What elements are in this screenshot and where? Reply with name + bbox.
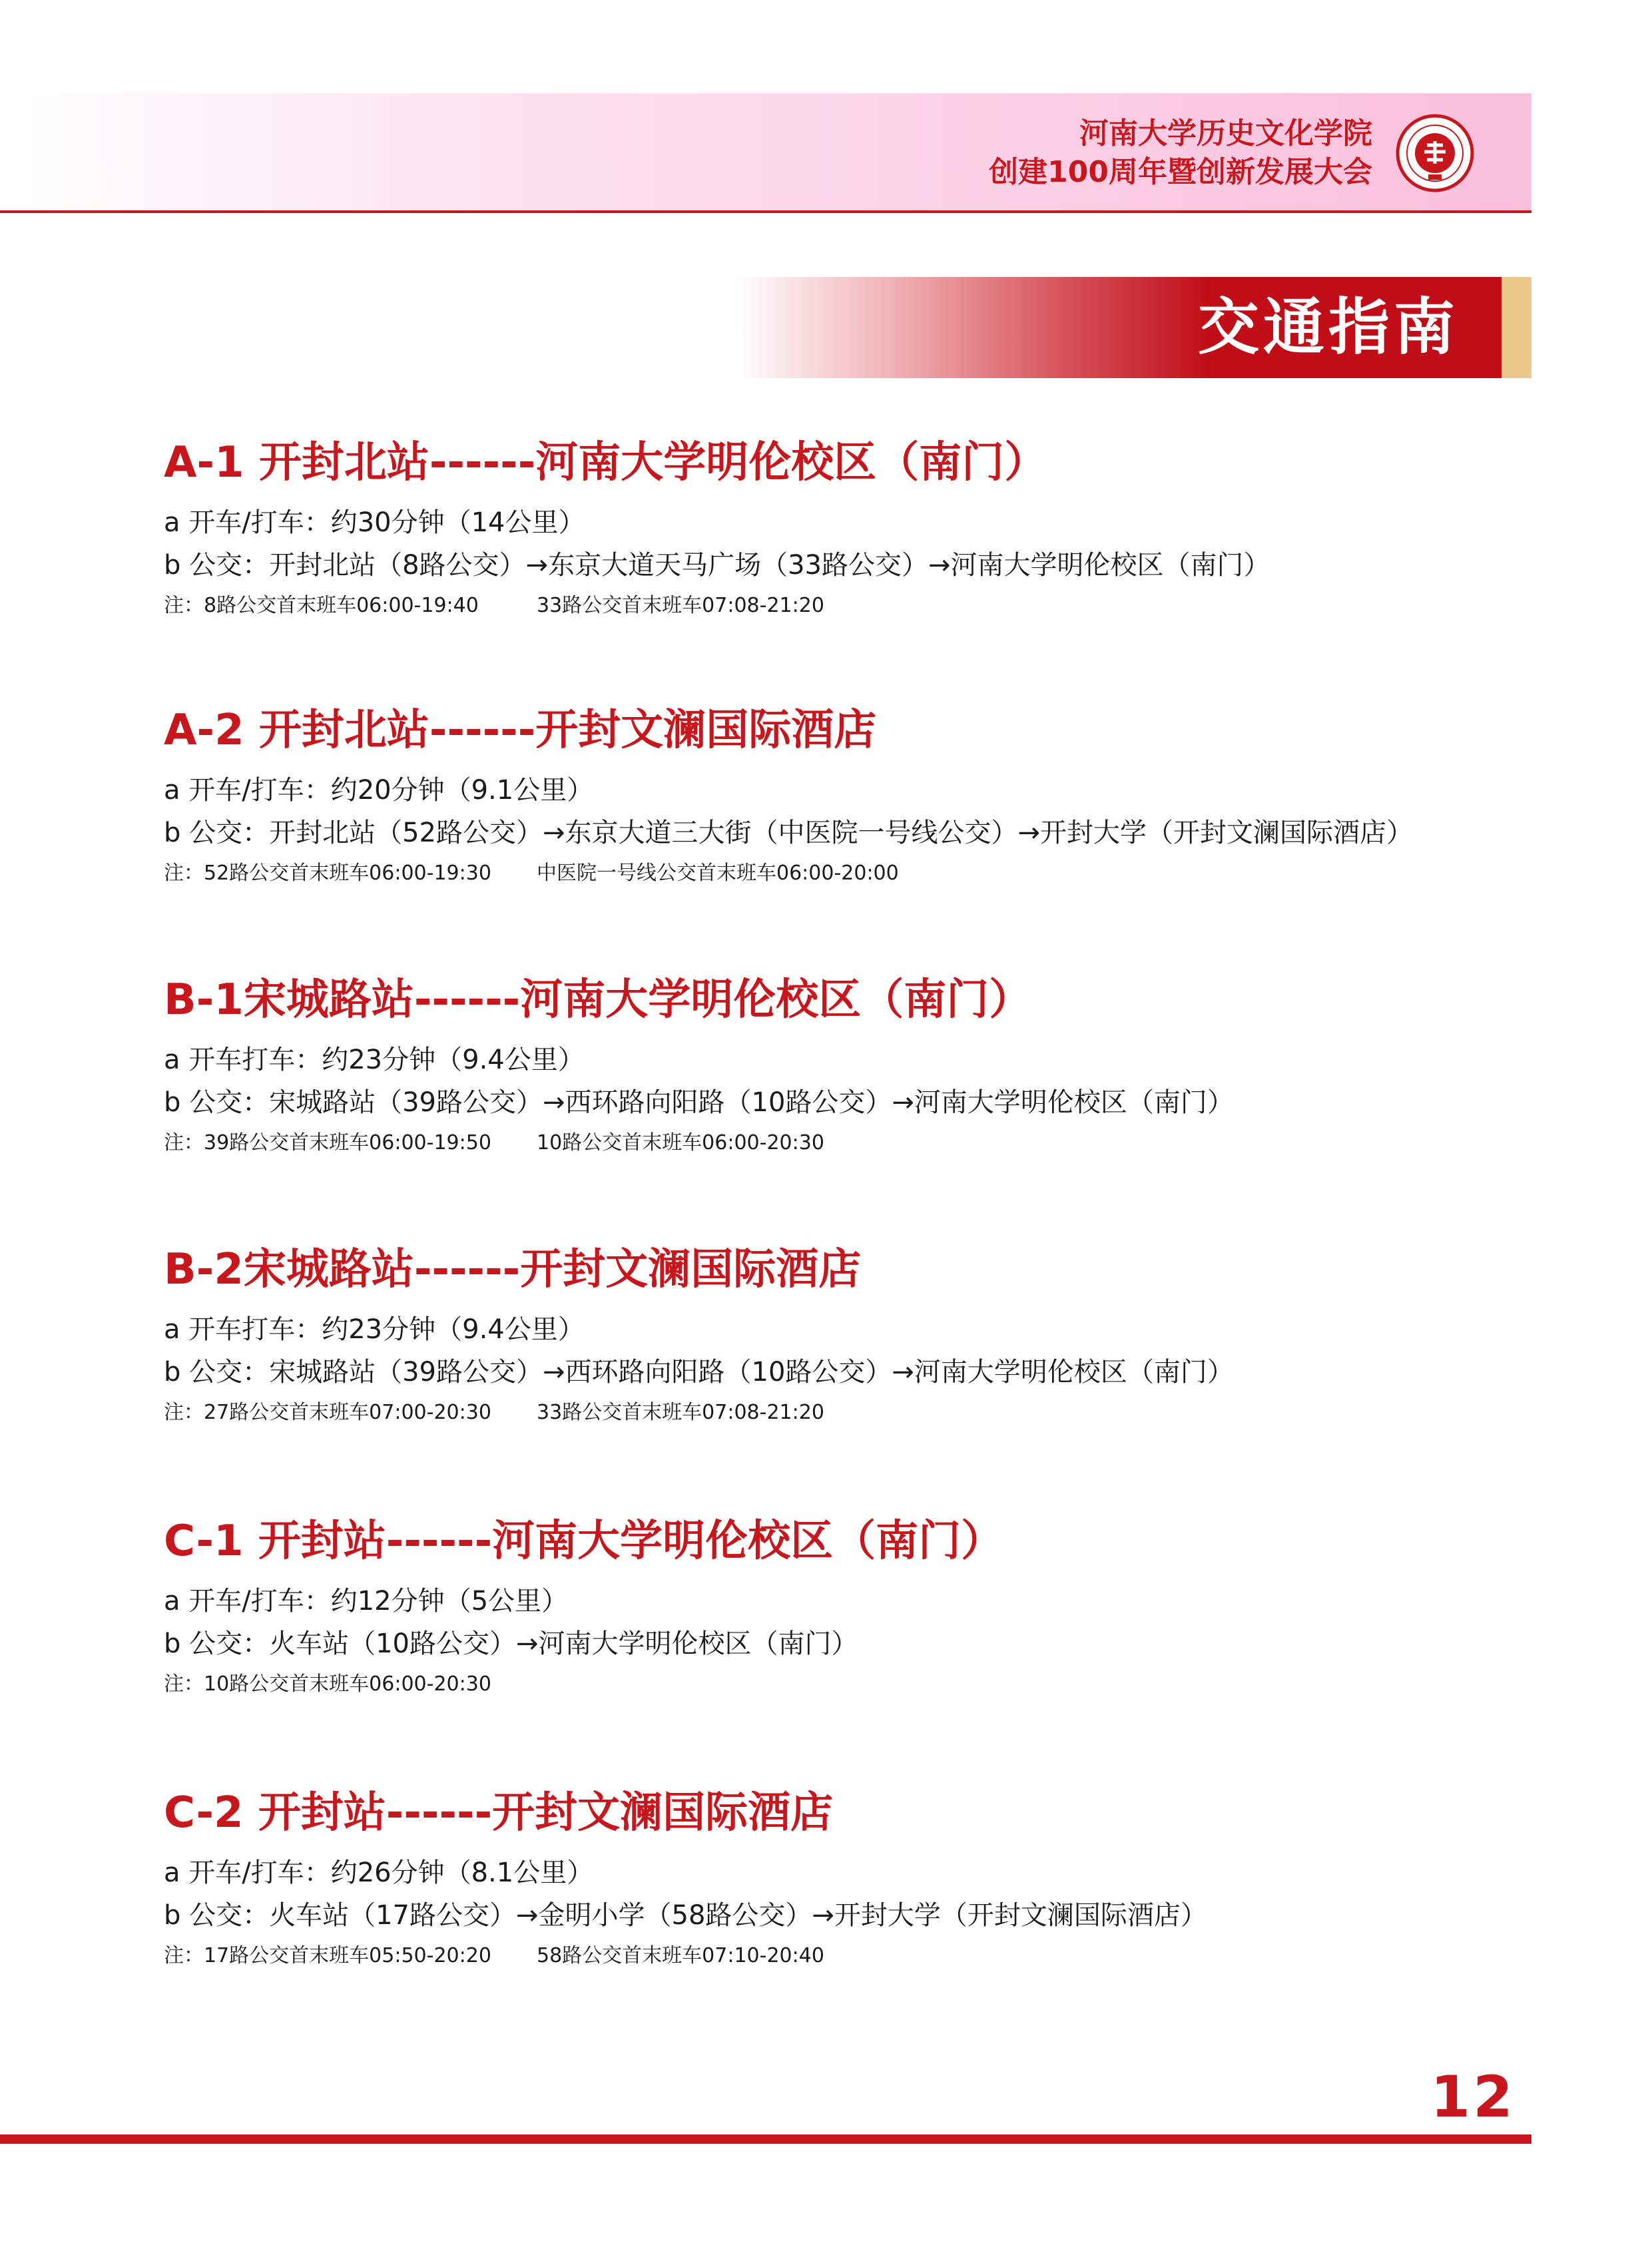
- bus-info: b 公交：火车站（17路公交）→金明小学（58路公交）→开封大学（开封文澜国际酒店）: [164, 1900, 1207, 1931]
- bus-note-2: 中医院一号线公交首末班车06:00-20:00: [537, 862, 899, 885]
- bus-info: b 公交：开封北站（8路公交）→东京大道天马广场（33路公交）→河南大学明伦校区（南门）: [164, 550, 1270, 581]
- driving-info: a 开车/打车：约20分钟（9.1公里）: [164, 775, 594, 806]
- bus-info: b 公交：开封北站（52路公交）→东京大道三大街（中医院一号线公交）→开封大学（开封文澜国际酒店）: [164, 818, 1414, 848]
- bus-note-1: 注：17路公交首末班车05:50-20:20: [164, 1944, 491, 1967]
- route-section: [164, 973, 1562, 1162]
- bus-note-2: 33路公交首末班车07:08-21:20: [537, 1401, 824, 1424]
- bus-info: b 公交：宋城路站（39路公交）→西环路向阳路（10路公交）→河南大学明伦校区（南门）: [164, 1357, 1234, 1387]
- bus-info: b 公交：火车站（10路公交）→河南大学明伦校区（南门）: [164, 1628, 858, 1659]
- bus-note-1: 注：39路公交首末班车06:00-19:50: [164, 1131, 491, 1154]
- driving-info: a 开车打车：约23分钟（9.4公里）: [164, 1314, 585, 1345]
- route-heading: A-2 开封北站------开封文澜国际酒店: [164, 706, 877, 755]
- header-line-2: 创建100周年暨创新发展大会: [989, 155, 1372, 189]
- route-section: [164, 704, 1562, 893]
- bus-note: [164, 1124, 1562, 1162]
- driving-info: a 开车/打车：约26分钟（8.1公里）: [164, 1858, 594, 1888]
- route-heading: B-2宋城路站------开封文澜国际酒店: [164, 1245, 862, 1294]
- driving-info: a 开车/打车：约12分钟（5公里）: [164, 1586, 569, 1617]
- route-heading: A-1 开封北站------河南大学明伦校区（南门）: [164, 438, 1047, 487]
- header-divider: [0, 210, 1531, 213]
- bus-note-1: 注：52路公交首末班车06:00-19:30: [164, 862, 491, 885]
- bus-note: [164, 1393, 1562, 1432]
- university-seal-icon: [1395, 113, 1475, 193]
- bus-note-2: 58路公交首末班车07:10-20:40: [537, 1944, 824, 1967]
- bus-note-2: 33路公交首末班车07:08-21:20: [537, 594, 824, 617]
- route-section: [164, 436, 1562, 625]
- route-heading: C-2 开封站------开封文澜国际酒店: [164, 1788, 834, 1838]
- bus-note: [164, 854, 1562, 893]
- page-title: 交通指南: [1197, 292, 1459, 363]
- bus-note-1: 注：27路公交首末班车07:00-20:30: [164, 1401, 491, 1424]
- bus-note-1: 注：10路公交首末班车06:00-20:30: [164, 1672, 491, 1696]
- route-section: [164, 1786, 1562, 1975]
- route-heading: C-1 开封站------河南大学明伦校区（南门）: [164, 1517, 1004, 1566]
- bus-note-1: 注：8路公交首末班车06:00-19:40: [164, 594, 479, 617]
- title-accent: [1502, 277, 1531, 378]
- footer-divider: [0, 2134, 1531, 2144]
- bus-info: b 公交：宋城路站（39路公交）→西环路向阳路（10路公交）→河南大学明伦校区（南门）: [164, 1087, 1234, 1118]
- bus-note: [164, 1665, 1562, 1704]
- header-title: [989, 115, 1372, 192]
- bus-note-2: 10路公交首末班车06:00-20:30: [537, 1131, 824, 1154]
- bus-note: [164, 587, 1562, 625]
- bus-note: [164, 1937, 1562, 1975]
- driving-info: a 开车/打车：约30分钟（14公里）: [164, 507, 585, 538]
- page-number: 12: [1430, 2064, 1515, 2130]
- header-line-1: 河南大学历史文化学院: [1079, 117, 1372, 150]
- route-section: [164, 1243, 1562, 1432]
- route-section: [164, 1515, 1562, 1704]
- driving-info: a 开车打车：约23分钟（9.4公里）: [164, 1045, 585, 1075]
- route-heading: B-1宋城路站------河南大学明伦校区（南门）: [164, 975, 1032, 1025]
